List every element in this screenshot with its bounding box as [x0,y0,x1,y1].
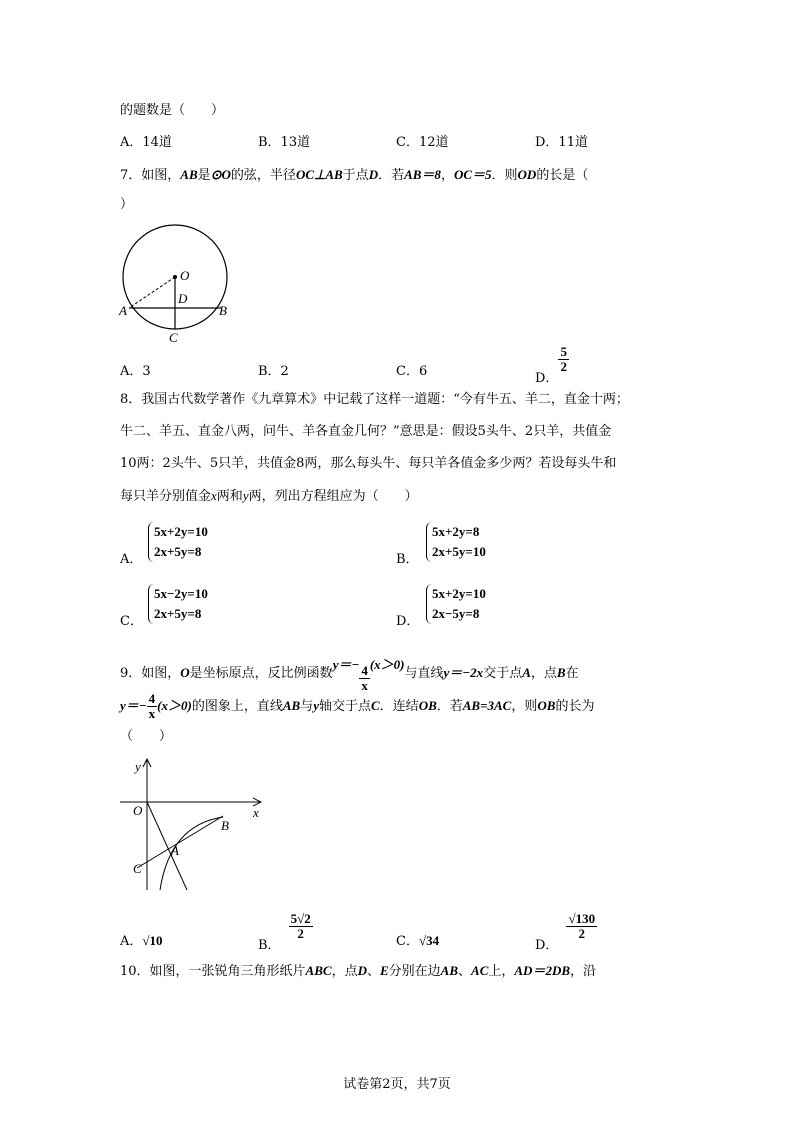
q7-circle-figure [115,220,245,350]
label-a: A [171,843,179,858]
num: 5√2 [290,911,311,926]
math: D [357,963,367,978]
label-b: B [221,818,229,833]
math: AC [471,963,489,978]
t: ．若 [436,699,463,714]
math: y [242,488,249,503]
q8-line-4 [120,488,418,505]
t: D． [535,938,559,953]
math: y＝−2x [443,665,484,680]
eq: 2x+5y=8 [154,544,202,559]
math: AB [440,963,459,978]
q10-stem [120,963,596,980]
eq: 5x+2y=10 [154,524,208,539]
t: 分别在边 [388,964,441,979]
t: 的长是（ [536,168,589,183]
q8-system-b [426,522,486,562]
t: 10．如图，一张锐角三角形纸片 [120,964,306,979]
math: D [368,167,379,182]
t: 的弦，半径 [230,168,296,183]
t: 、 [366,964,380,979]
math: AD＝2DB [514,963,571,978]
q8-system-c [148,584,208,624]
t: 两，列出方程组应为（ ） [248,489,418,504]
math: ⊙O [210,167,231,182]
q9-stem-1 [120,645,579,693]
t: ，则 [511,699,538,714]
label-o: O [180,268,190,283]
math: AB=3AC [462,698,512,713]
q6-option-d: D．11道 [535,135,588,150]
t: 的图象上，直线 [191,699,283,714]
t: 上， [488,964,515,979]
t: 与直线 [404,666,444,681]
t: 交于点 [483,666,523,681]
label-c: C [133,861,142,876]
t: ．连结 [379,699,419,714]
math: y [313,698,319,713]
t: 每只羊分别值金 [120,489,212,504]
eq: 5x−2y=10 [154,586,208,601]
label-o: O [133,803,143,818]
math: (x＞0) [369,657,405,672]
den: x [361,678,368,693]
math: A [522,665,531,680]
t: 的长为 [555,699,595,714]
eq: 2x+5y=10 [432,544,486,559]
math: OC＝5 [453,167,492,182]
q8-system-a [148,522,208,562]
math: OD [517,167,537,182]
q9-paren: （ ） [120,729,173,744]
math: AB [282,698,301,713]
t: 于点 [342,168,369,183]
math: ABC [305,963,332,978]
t: 、 [458,964,472,979]
q9-option-a [120,933,163,950]
math: AB [180,167,198,182]
math: (x＞0) [157,698,192,713]
q7-option-d [535,344,569,386]
math: √10 [142,933,163,948]
den: 2 [578,926,585,941]
t: ， [440,168,454,183]
math: B [556,665,566,680]
q9-graph-figure [115,755,275,895]
t: C． [396,934,419,949]
fraction [147,692,158,721]
eq: 5x+2y=10 [432,586,486,601]
math: y＝− [120,698,147,713]
t: 是 [197,168,211,183]
q8-line-1: 8．我国古代数学著作《九章算术》中记载了这样一道题：“今有牛五、羊二，直金十两； [120,392,629,407]
t: 轴交于点 [318,699,371,714]
math: O [180,665,190,680]
q9-option-c [396,933,439,950]
q8-option-c: C． [120,614,143,629]
fraction [558,345,569,374]
math: y＝− [332,657,360,672]
math: OB [537,698,556,713]
q7-stem [120,167,588,184]
math: AB＝8 [404,167,441,182]
q7-option-a: A．3 [120,364,151,379]
num: 5 [560,344,567,359]
t: ，点 [331,964,358,979]
q6-option-c: C．12道 [396,135,449,150]
q9-stem-2 [120,689,594,723]
t: D． [535,371,559,386]
q8-line-3: 10两：2头牛、5只羊，共值金8两，那么每头牛、每只羊各值金多少两？若设每头牛和 [120,456,617,471]
label-b: B [219,303,227,318]
q7-option-b: B．2 [258,364,289,379]
q8-option-d: D． [396,614,420,629]
math: E [379,963,389,978]
t: 在 [565,666,579,681]
t: ，沿 [570,964,597,979]
q8-line-2: 牛二、羊五、直金八两，问牛、羊各直金几何？”意思是：假设5头牛、2只羊，共值金 [120,424,612,439]
t: ．则 [491,168,518,183]
q6-option-b: B．13道 [258,135,311,150]
t: ，点 [530,666,557,681]
math: x [211,488,217,503]
label-a: A [119,303,127,318]
label-d: D [178,291,188,306]
t: 是坐标原点，反比例函数 [189,666,333,681]
q9-option-b [258,911,313,953]
t: 7．如图， [120,168,181,183]
t: 两和 [216,489,243,504]
label-y: y [135,759,141,774]
q6-tail: 的题数是（ ） [120,103,225,118]
math: OB [418,698,437,713]
num: 4 [148,691,156,706]
label-c: C [169,330,178,345]
q7-close: ） [120,197,134,212]
q6-option-a: A．14道 [120,135,172,150]
q8-system-d [426,584,486,624]
t: 与 [300,699,314,714]
label-x: x [253,805,259,820]
t: A． [120,934,143,949]
den: 2 [560,359,567,374]
t: ．若 [378,168,405,183]
q9-option-d [535,911,597,953]
num: 4 [361,663,368,678]
q7-option-c: C．6 [396,364,428,379]
math: OC⊥AB [295,167,343,182]
math: √34 [418,933,440,948]
q8-option-b: B． [396,552,419,567]
eq: 5x+2y=8 [432,524,480,539]
t: B． [258,938,281,953]
fraction [566,912,597,941]
q8-option-a: A． [120,552,143,567]
eq: 2x−5y=8 [432,606,480,621]
num: √130 [568,911,596,926]
math: C [371,698,380,713]
t: 9．如图， [120,666,181,681]
den: 2 [297,926,304,941]
fraction [289,912,313,941]
page-footer: 试卷第2页，共7页 [343,1077,451,1092]
den: x [148,706,156,721]
eq: 2x+5y=8 [154,606,202,621]
